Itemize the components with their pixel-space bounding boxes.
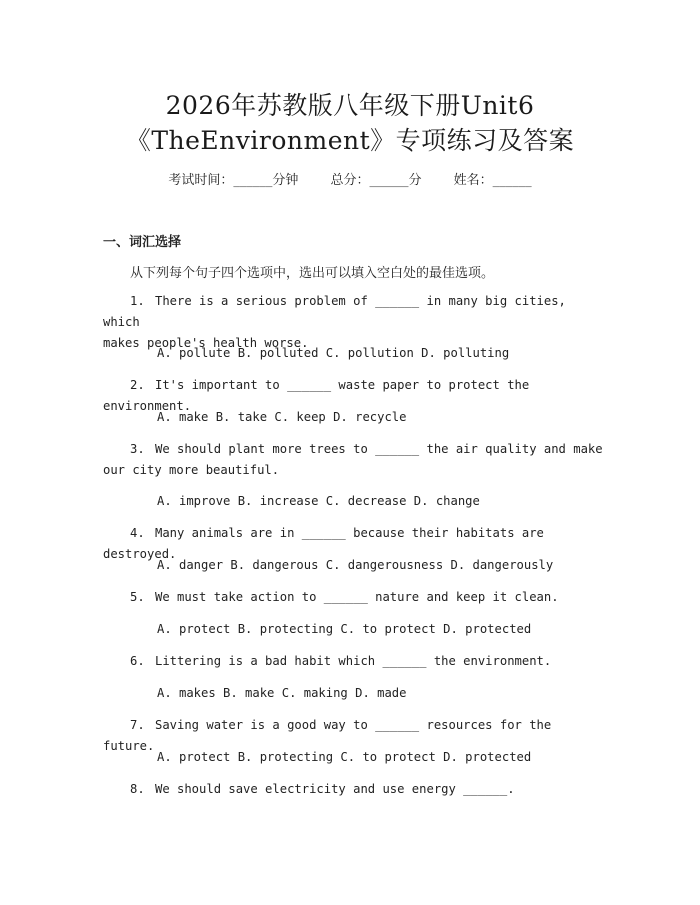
question-2-options: A. make B. take C. keep D. recycle [157,410,407,424]
question-number: 8. [130,782,145,796]
question-number: 3. [130,442,145,456]
exam-time-field: 考试时间：______分钟 [168,173,299,188]
section-title: 一、词汇选择 [103,235,182,250]
question-3-options: A. improve B. increase C. decrease D. change [157,494,480,508]
question-number: 7. [130,718,145,732]
question-5 [103,587,603,608]
question-6 [103,651,603,672]
exam-meta-row [0,169,700,188]
question-text: There is a serious problem of ______ in many big cities, which [103,294,566,329]
question-text: We should plant more trees to ______ the air quality and make [155,442,603,456]
question-3 [103,439,603,481]
question-text: Saving water is a good way to ______ resources for the future. [103,718,552,753]
question-number: 6. [130,654,145,668]
document-title-line1: 2026年苏教版八年级下册Unit6 [165,91,535,120]
section-instruction: 从下列每个句子四个选项中，选出可以填入空白处的最佳选项。 [130,266,495,281]
question-number: 1. [130,294,145,308]
student-name-field: 姓名：______ [453,173,532,188]
question-4-options: A. danger B. dangerous C. dangerousness D. dangerously [157,558,554,572]
total-score-field: 总分：______分 [330,173,422,188]
document-title-line2: 《TheEnvironment》专项练习及答案 [125,126,575,155]
question-number: 5. [130,590,145,604]
question-1-options: A. pollute B. polluted C. pollution D. polluting [157,346,510,360]
question-6-options: A. makes B. make C. making D. made [157,686,407,700]
question-text: Littering is a bad habit which ______ the environment. [155,654,552,668]
question-text-continued: makes people's health worse. [103,336,309,350]
question-number: 2. [130,378,145,392]
question-text: We should save electricity and use energy ______. [155,782,515,796]
question-text: It's important to ______ waste paper to protect the environment. [103,378,530,413]
question-7-options: A. protect B. protecting C. to protect D. protected [157,750,532,764]
question-text: Many animals are in ______ because their habitats are destroyed. [103,526,544,561]
question-5-options: A. protect B. protecting C. to protect D. protected [157,622,532,636]
question-8 [103,779,603,800]
question-text: We must take action to ______ nature and keep it clean. [155,590,559,604]
question-text-continued: our city more beautiful. [103,463,280,477]
question-number: 4. [130,526,145,540]
